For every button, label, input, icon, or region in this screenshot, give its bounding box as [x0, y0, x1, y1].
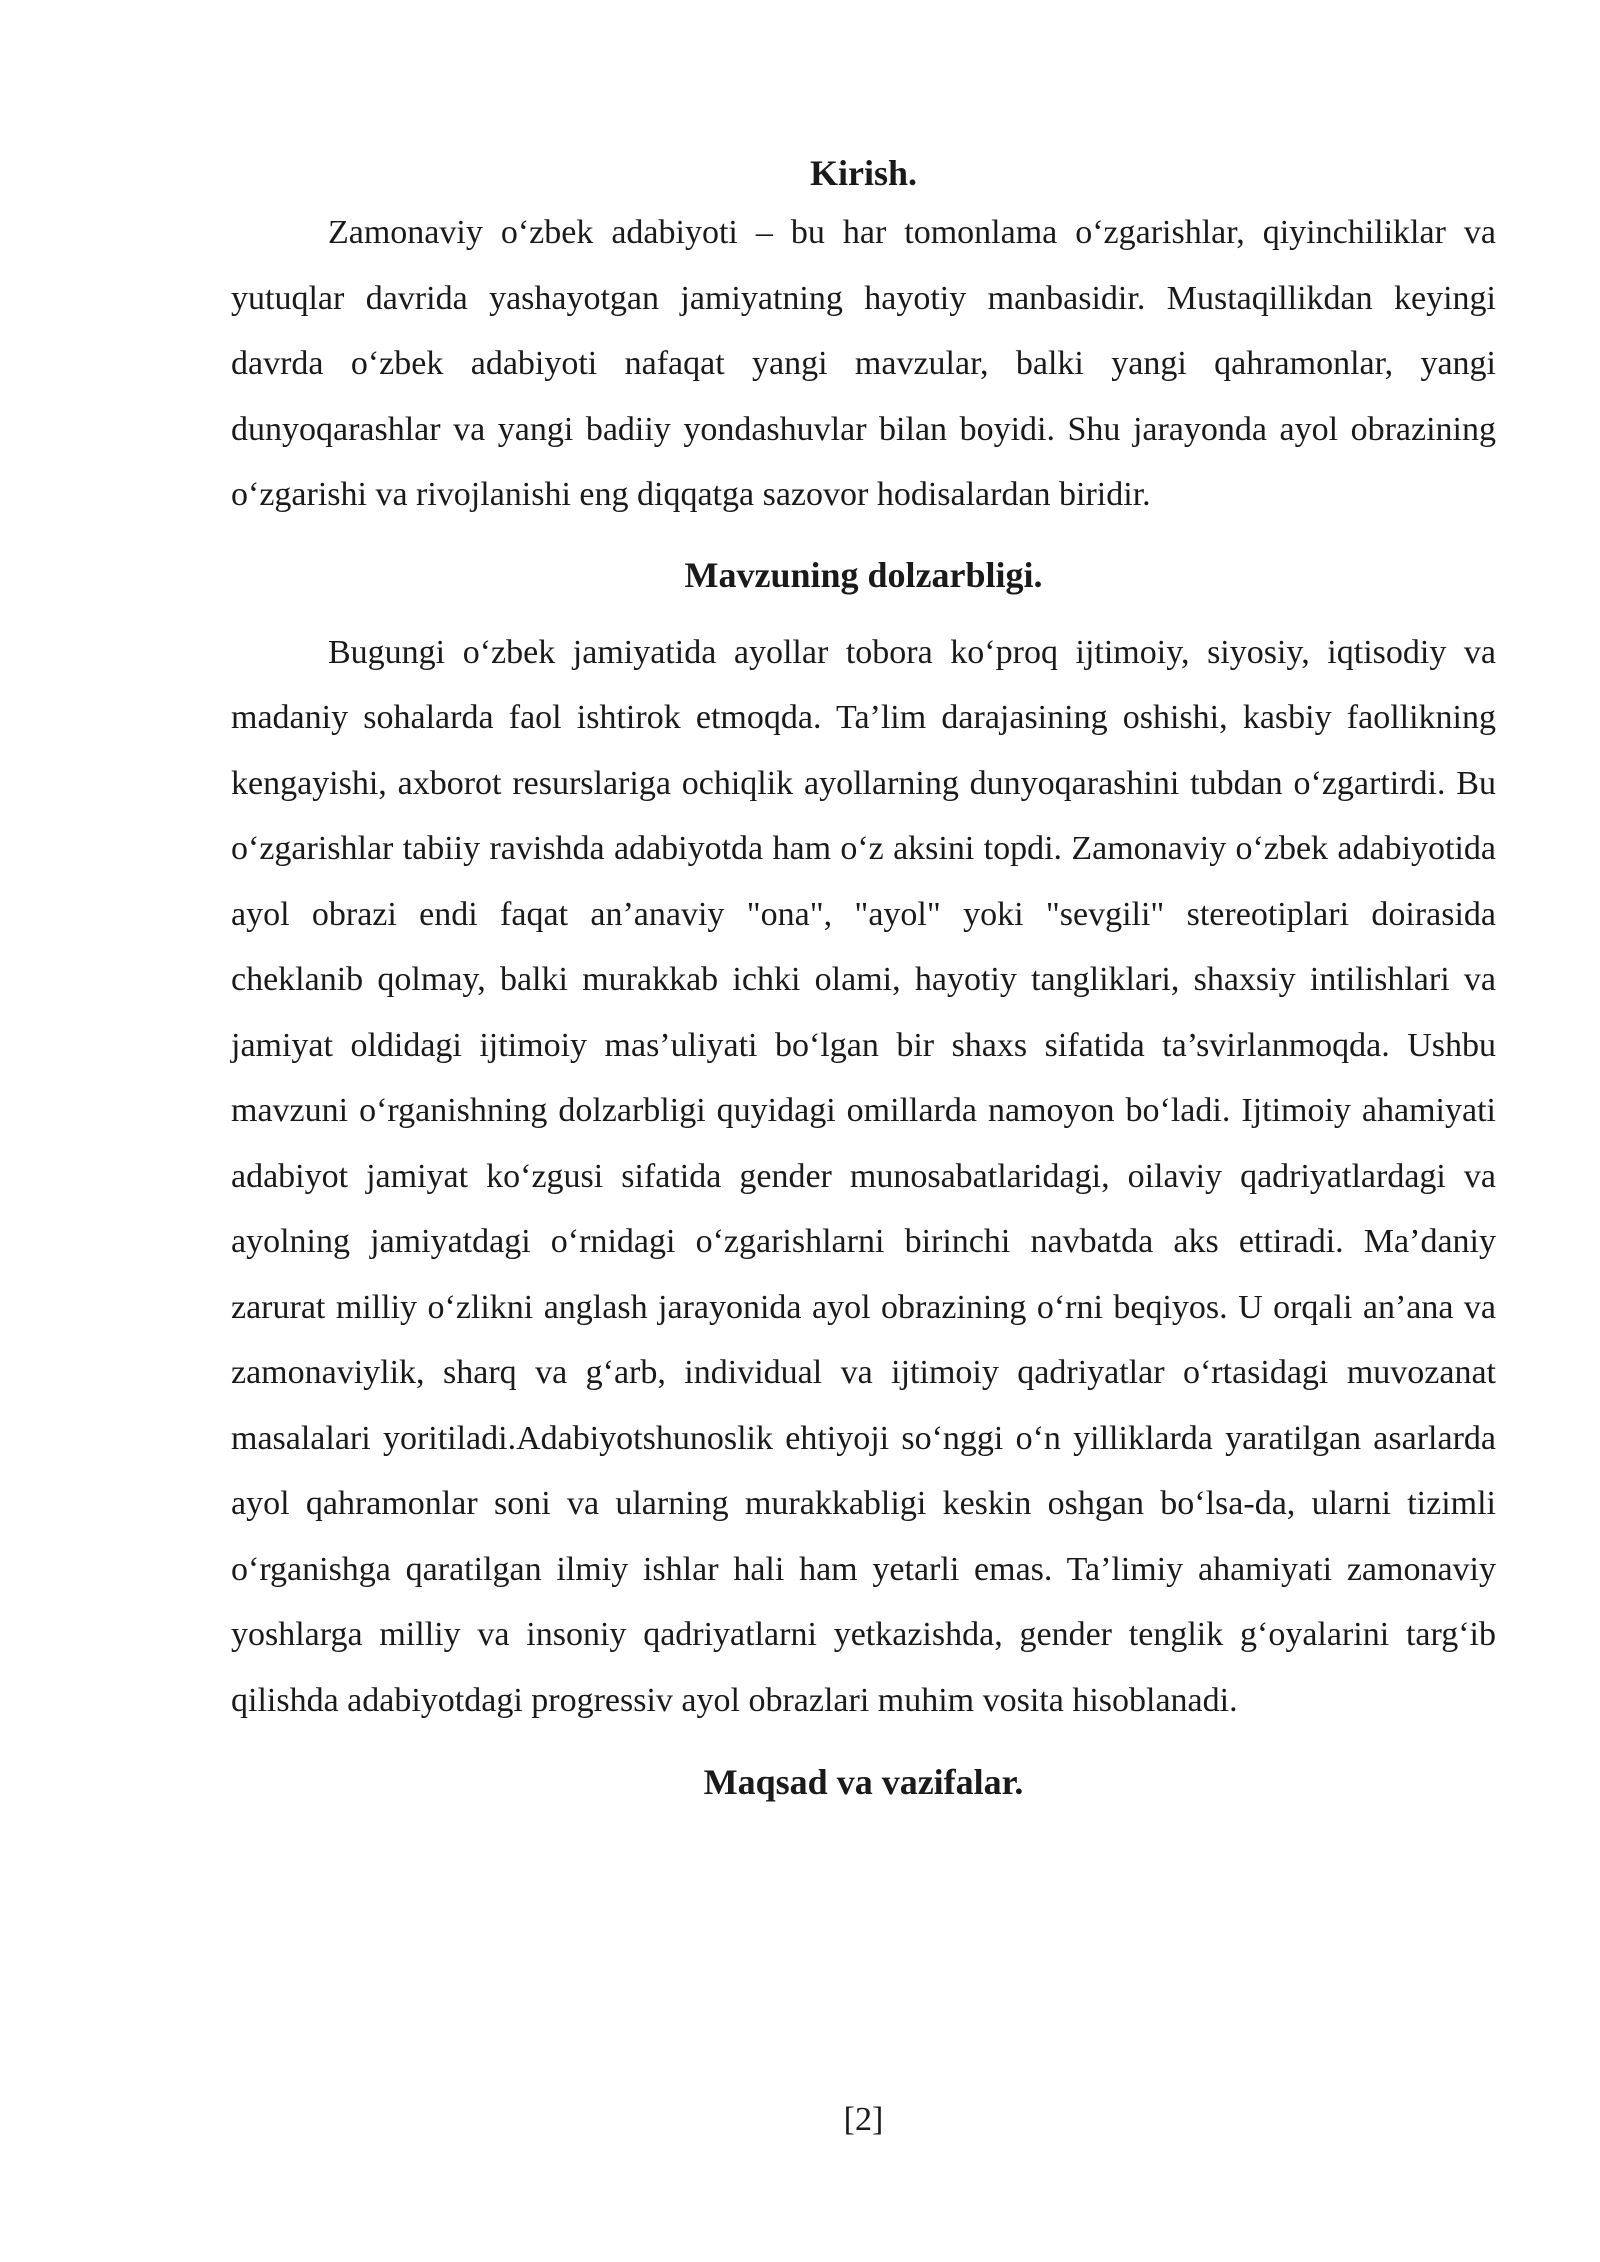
page-number: [2] [843, 2101, 884, 2138]
page-content [231, 150, 1496, 1805]
paragraph-kirish: Zamonaviy o‘zbek adabiyoti – bu har tomonlama o‘zgarishlar, qiyinchiliklar va yutuqlar davrida yashayotgan jamiyatning hayotiy manbasidir. Mustaqillikdan keyingi davrda o‘zbek adabiyoti nafaqat yangi mavzular, balki yangi qahramonlar, yangi dunyoqarashlar va yangi badiiy yondashuvlar bilan boyidi. Shu jarayonda ayol obrazining o‘zgarishi va rivojlanishi eng diqqatga sazovor hodisalardan biridir. [231, 214, 1496, 513]
section-heading-maqsad: Maqsad va vazifalar. [703, 1762, 1024, 1802]
section-heading-dolzarbligi: Mavzuning dolzarbligi. [684, 554, 1043, 595]
paragraph-dolzarbligi: Bugungi o‘zbek jamiyatida ayollar tobora ko‘proq ijtimoiy, siyosiy, iqtisodiy va madaniy sohalarda faol ishtirok etmoqda. Ta’lim darajasining oshishi, kasbiy faollikning kengayishi, axborot resurslariga ochiqlik ayollarning dunyoqarashini tubdan o‘zgartirdi. Bu o‘zgarishlar tabiiy ravishda adabiyotda ham o‘z aksini topdi. Zamonaviy o‘zbek adabiyotida ayol obrazi endi faqat an’anaviy "ona", "ayol" yoki "sevgili" stereotiplari doirasida cheklanib qolmay, balki murakkab ichki olami, hayotiy tangliklari, shaxsiy intilishlari va jamiyat oldidagi ijtimoiy mas’uliyati bo‘lgan bir shaxs sifatida ta’svirlanmoqda. Ushbu mavzuni o‘rganishning dolzarbligi quyidagi omillarda namoyon bo‘ladi. Ijtimoiy ahamiyati adabiyot jamiyat ko‘zgusi sifatida gender munosabatlaridagi, oilaviy qadriyatlardagi va ayolning jamiyatdagi o‘rnidagi o‘zgarishlarni birinchi navbatda aks ettiradi. Ma’daniy zarurat milliy o‘zlikni anglash jarayonida ayol obrazining o‘rni beqiyos. U orqali an’ana va zamonaviylik, sharq va g‘arb, individual va ijtimoiy qadriyatlar o‘rtasidagi muvozanat masalalari yoritiladi.Adabiyotshunoslik ehtiyoji so‘nggi o‘n yilliklarda yaratilgan asarlarda ayol qahramonlar soni va ularning murakkabligi keskin oshgan bo‘lsa-da, ularni tizimli o‘rganishga qaratilgan ilmiy ishlar hali ham yetarli emas. Ta’limiy ahamiyati zamonaviy yoshlarga milliy va insoniy qadriyatlarni yetkazishda, gender tenglik g‘oyalarini targ‘ib qilishda adabiyotdagi progressiv ayol obrazlari muhim vosita hisoblanadi. [231, 633, 1496, 1719]
section-heading-kirish: Kirish. [809, 153, 917, 193]
